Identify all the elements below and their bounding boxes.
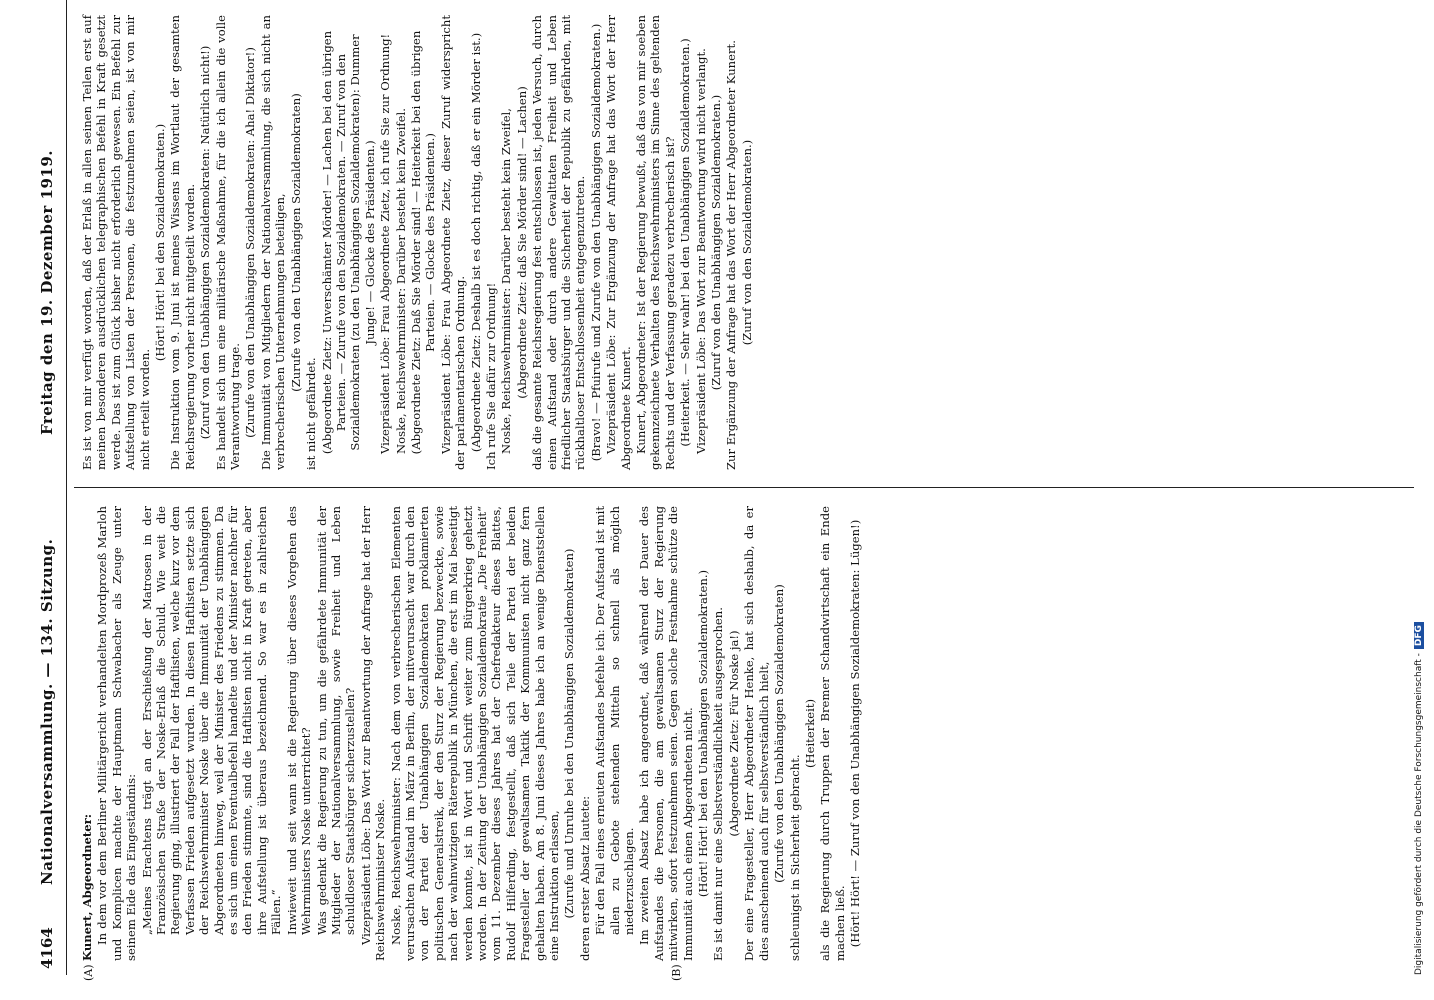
column-divider [74, 487, 1414, 488]
paragraph: Noske, Reichswehrminister: Darüber besteht kein Zweifel, [499, 108, 514, 454]
interjection: (Zurufe von den Unabhängigen Sozialdemokraten: Aha! Diktator!) [243, 47, 258, 438]
paragraph: schleunigst in Sicherheit gebracht. [787, 754, 802, 961]
interjection: (Zurufe von den Unabhängigen Sozialdemokraten) [772, 584, 787, 883]
interjection: (Zurufe von den Unabhängigen Sozialdemokraten) [288, 93, 303, 392]
interjection: (Abgeordnete Zietz: daß Sie Mörder sind! — Lachen) [514, 86, 529, 399]
interjection: (Zurufe und Unruhe bei den Unabhängigen Sozialdemokraten) [562, 548, 577, 919]
paragraph: Im zweiten Absatz habe ich angeordnet, daß während der Dauer des Aufstandes die Personen, die am gewaltsamen Sturz der Regierung mitwirken, sofort festzunehmen seien. Gegen solche Festnahme schütze die Immunität auch einen Abgeordneten nicht. [637, 506, 695, 961]
interjection: (Hört! Hört! bei den Unabhängigen Sozialdemokraten.) [696, 569, 711, 898]
running-title: Nationalversammlung. — 134. Sitzung. [38, 538, 56, 885]
paragraph: Es handelt sich um eine militärische Maßnahme, für die ich allein die volle Verantwortung trage. [213, 15, 243, 470]
interjection: (Bravo! — Pfuirufe und Zurufe von den Unabhängigen Sozialdemokraten.) [588, 23, 603, 462]
interjection: (Abgeordnete Zietz: Für Noske ja!) [726, 630, 741, 837]
paragraph: Vizepräsident Löbe: Das Wort zur Beantwortung wird nicht verlangt. [693, 48, 708, 454]
question: Was gedenkt die Regierung zu tun, um die gefährdete Immunität der Mitglieder der Nationalversammlung, sowie Freiheit und Leben schuldloser Staatsbürger sicherzustellen? [314, 506, 358, 935]
interjection: (Zuruf von den Sozialdemokraten.) [739, 139, 754, 346]
header-rule [66, 0, 67, 975]
page-number: 4164 [38, 927, 56, 969]
paragraph: Der eine Fragesteller, Herr Abgeordneter Henke, hat sich deshalb, da er dies anscheinend auch für selbstverständlich hielt, [742, 506, 771, 961]
speaker-line: Kunert, Abgeordneter: [80, 813, 94, 961]
question: Inwieweit und seit wann ist die Regierung über dieses Vorgehen des Wehrministers Noske unterrichtet? [284, 506, 314, 935]
paragraph: Noske, Reichswehrminister: Nach dem von verbrecherischen Elementen verursachten Aufstand im März in Berlin, der mitverursacht war durch den von der Partei der Unabhängigen Sozialdemokraten proklamierten politischen Generalstreik, der den Sturz der Regierung bezweckte, sowie nach der wahnwitzigen Räterepublik in München, die erst im Mai beseitigt werden konnte, ist in Wort und Schrift weiter zum Bürgerkrieg gehetzt worden. In der Zeitung der Unabhängigen Sozialdemokratie „Die Freiheit“ vom 11. Dezember dieses Jahres hat der Chefredakteur dieses Blattes, Rudolf Hilferding, festgestellt, daß sich Teile der Partei der beiden Fragesteller der gewaltsamen Taktik der Kommunisten nicht ganz fern gehalten haben. Am 8. Juni dieses Jahres habe ich an wenige Dienststellen eine Instruktion erlassen, [388, 506, 561, 961]
right-column [80, 15, 755, 470]
interjection: (Abgeordnete Zietz: Daß Sie Mörder sind! — Heiterkeit bei den übrigen Parteien. — Glocke des Präsidenten.) [408, 30, 438, 455]
quotation: Für den Fall eines erneuten Aufstandes befehle ich: Der Aufstand ist mit allen zu Gebote stehenden Mitteln so schnell als möglich niederzuschlagen. [593, 506, 637, 935]
paragraph: Noske, Reichswehrminister: Darüber besteht kein Zweifel. [393, 108, 408, 454]
paragraph: daß die gesamte Reichsregierung fest entschlossen ist, jeden Versuch, durch einen Aufstand oder durch andere Gewalttaten Freiheit und Leben friedlicher Staatsbürger und die Sicherheit der Republik zu gefährden, mit rückhaltloser Entschlossenheit entgegenzutreten. [530, 15, 588, 470]
paragraph: Es ist damit nur eine Selbstverständlichkeit ausgesprochen. [711, 607, 726, 961]
interjection: (Hört! Hört! — Zuruf von den Unabhängigen Sozialdemokraten: Lügen!) [848, 519, 863, 948]
interjection: (Heiterkeit. — Sehr wahr! bei den Unabhängigen Sozialdemokraten.) [678, 38, 693, 447]
dfg-logo: DFG [1414, 622, 1424, 649]
document-page [30, 0, 1420, 981]
page-header [30, 0, 70, 975]
interjection: (Zuruf von den Unabhängigen Sozialdemokraten.) [709, 94, 724, 391]
paragraph: deren erster Absatz lautete: [577, 795, 592, 961]
paragraph: Zur Ergänzung der Anfrage hat das Wort der Herr Abgeordneter Kunert. [724, 40, 739, 470]
paragraph: ist nicht gefährdet. [304, 357, 319, 470]
stamp-text: Digitalisierung gefördert durch die Deutsche Forschungsgemeinschaft - [1414, 653, 1424, 975]
paragraph: Die Instruktion vom 9. Juni ist meines Wissens im Wortlaut der gesamten Reichsregierung vorher nicht mitgeteilt worden. [168, 15, 197, 470]
paragraph: In dem vor dem Berliner Militärgericht verhandelten Mordprozeß Marloh und Komplicen machte der Hauptmann Schwabacher als Zeuge unter seinem Eide das Eingeständnis: [95, 506, 139, 961]
paragraph: Vizepräsident Löbe: Das Wort zur Beantwortung der Anfrage hat der Herr Reichswehrminister Noske. [358, 506, 388, 961]
paragraph: Kunert, Abgeordneter: Ist der Regierung bewußt, daß das von mir soeben gekennzeichnete Verhalten des Reichswehrministers im Sinne des geltenden Rechts und der Verfassung geradezu verbrecherisch ist? [634, 15, 677, 470]
margin-mark-a: (A) [82, 964, 95, 981]
paragraph: Die Immunität von Mitgliedern der Nationalversammlung, die sich nicht an verbrecherischen Unternehmungen beteiligen, [258, 15, 288, 470]
paragraph: Vizepräsident Löbe: Zur Ergänzung der Anfrage hat das Wort der Herr Abgeordnete Kunert. [604, 15, 633, 470]
digitization-stamp [1414, 10, 1432, 990]
interjection: (Heiterkeit) [802, 698, 817, 769]
interjection: (Hört! Hört! bei den Sozialdemokraten.) [153, 123, 168, 362]
running-date: Freitag den 19. Dezember 1919. [38, 150, 56, 435]
paragraph: Ich rufe Sie dafür zur Ordnung! [483, 282, 498, 470]
interjection: (Abgeordnete Zietz: Deshalb ist es doch richtig, daß er ein Mörder ist.) [468, 32, 483, 453]
paragraph: als die Regierung durch Truppen der Bremer Schandwirtschaft ein Ende machen ließ. [818, 506, 847, 961]
margin-mark-b: (B) [670, 964, 683, 981]
quotation: „Meines Erachtens trägt an der Erschießung der Matrosen in der Französischen Straße der Noske-Erlaß die Schuld. Wie weit die Regierung ging, illustriert der Fall der Haftlisten, welche kurz vor dem Verfassen Frieden aufgesetzt wurden. In diesen Haftlisten setzte sich der Reichswehrminister Noske über die Immunität der Unabhängigen Abgeordneten hinweg, weil der Minister des Friedens zu stimmen. Da es sich um einen Eventualbefehl handelte und der Minister nachher für den Frieden stimmte, sind die Haftlisten nicht in Kraft getreten, aber ihre Aufstellung ist überaus bezeichnend. So war es in zahlreichen Fällen.“ [139, 506, 284, 935]
paragraph: Vizepräsident Löbe: Frau Abgeordnete Zietz, ich rufe Sie zur Ordnung! [378, 33, 393, 454]
interjection: (Abgeordnete Zietz: Unverschämter Mörder! — Lachen bei den übrigen Parteien. — Zurufe von den Sozialdemokraten. — Zuruf von den Sozialdemokraten (zu den Unabhängigen Sozialdemokraten): Dummer Junge! — Glocke des Präsidenten.) [319, 30, 377, 455]
interjection: (Zuruf von den Unabhängigen Sozialdemokraten: Natürlich nicht!) [198, 45, 213, 440]
paragraph: Vizepräsident Löbe: Frau Abgeordnete Zietz, dieser Zuruf widerspricht der parlamentarischen Ordnung. [438, 15, 468, 470]
paragraph: Es ist von mir verfügt worden, daß der Erlaß in allen seinen Teilen erst auf meinen besonderen ausdrücklichen telegraphischen Befehl in Kraft gesetzt werde. Das ist zum Glück bisher nicht erforderlich gewesen. Ein Befehl zur Aufstellung von Listen der Personen, die festzunehmen seien, ist von mir nicht erteilt worden. [80, 15, 152, 470]
left-column [80, 506, 864, 961]
